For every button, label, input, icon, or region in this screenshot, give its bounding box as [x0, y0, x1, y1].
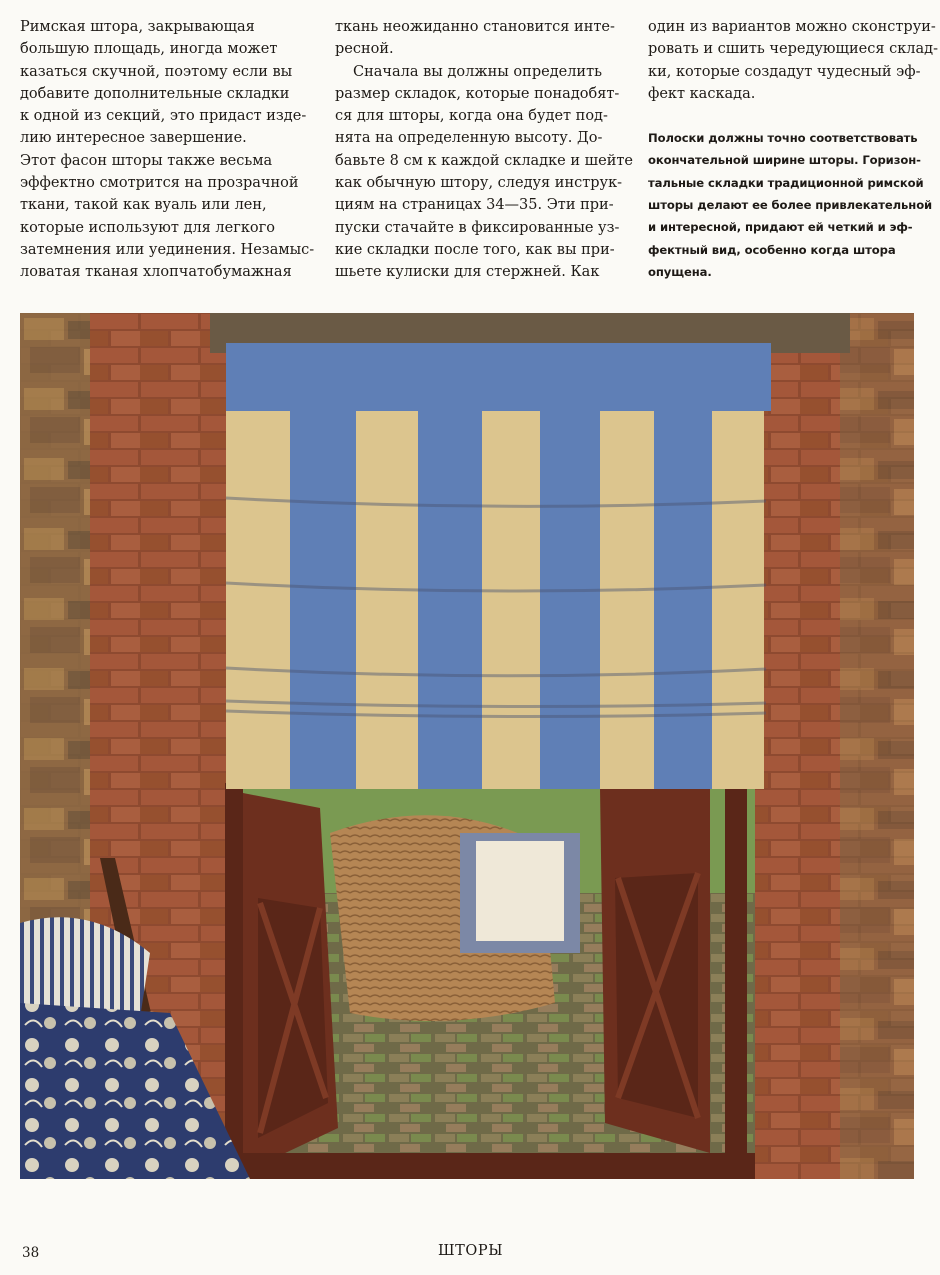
text-line: один из вариантов можно сконструи- — [648, 19, 936, 35]
text-line: нята на определенную высоту. До- — [335, 130, 603, 147]
text-line: казаться скучной, поэтому если вы — [20, 63, 293, 80]
text-column-2 — [335, 16, 633, 284]
text-line: Сначала вы должны определить — [353, 63, 602, 80]
text-line: затемнения или уединения. Незамыс- — [20, 241, 315, 258]
photo-caption — [648, 127, 933, 283]
text-line: фект каскада. — [648, 85, 756, 102]
text-line: ловатая тканая хлопчатобумажная — [20, 264, 292, 281]
roman-blind-doorway-photo — [20, 313, 914, 1179]
text-line: лию интересное завершение. — [20, 130, 247, 147]
text-column-1 — [20, 16, 315, 284]
page-number: 38 — [22, 1245, 40, 1261]
text-line: как обычную штору, следуя инструк- — [335, 175, 623, 192]
paragraph — [335, 16, 615, 61]
text-line: шторы делают ее более привлекательной — [648, 198, 933, 213]
text-line: циям на страницах 34—35. Эти при- — [335, 197, 614, 214]
text-line: к одной из секций, это придаст изде- — [20, 108, 307, 125]
text-line: ресной. — [335, 41, 394, 58]
text-line: большую площадь, иногда может — [20, 41, 278, 58]
text-line: ся для шторы, когда она будет под- — [335, 108, 608, 125]
text-line: ткань неожиданно становится инте- — [335, 19, 615, 35]
text-line: которые используют для легкого — [20, 219, 275, 236]
text-line: тальные складки традиционной римской — [648, 175, 924, 190]
paragraph — [648, 16, 938, 105]
text-line: ровать и сшить чередующиеся склад- — [648, 41, 938, 58]
text-line: опущена. — [648, 264, 712, 279]
running-title: ШТОРЫ — [438, 1243, 504, 1259]
text-line: окончательной ширине шторы. Горизон- — [648, 153, 921, 168]
text-line: пуски стачайте в фиксированные уз- — [335, 219, 620, 236]
text-line: Полоски должны точно соответствовать — [648, 131, 918, 146]
text-line: размер складок, которые понадобят- — [335, 85, 620, 102]
text-line: ткани, такой как вуаль или лен, — [20, 197, 267, 214]
text-line: бавьте 8 см к каждой складке и шейте — [335, 152, 633, 169]
text-line: фектный вид, особенно когда штора — [648, 242, 896, 257]
text-line: и интересной, придают ей четкий и эф- — [648, 220, 913, 235]
text-line: добавите дополнительные складки — [20, 85, 290, 102]
text-line: эффектно смотрится на прозрачной — [20, 175, 299, 192]
paragraph — [335, 61, 633, 284]
text-line: кие складки после того, как вы при- — [335, 241, 615, 258]
text-line: Римская штора, закрывающая — [20, 19, 255, 35]
text-line: ки, которые создадут чудесный эф- — [648, 63, 921, 80]
photo-illustration — [20, 313, 914, 1179]
text-column-3 — [648, 16, 938, 283]
text-line: Этот фасон шторы также весьма — [20, 152, 273, 169]
paragraph — [20, 16, 315, 284]
text-line: шьете кулиски для стержней. Как — [335, 264, 600, 281]
